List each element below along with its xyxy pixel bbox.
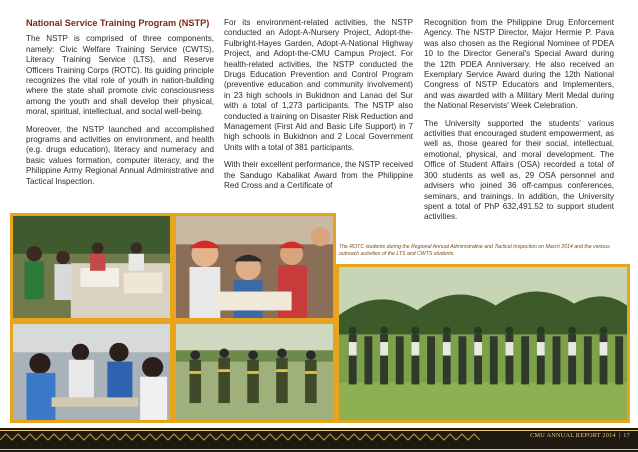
text-column-2	[224, 18, 413, 199]
photo-rotc-formation	[336, 264, 630, 423]
paragraph: For its environment-related activities, the NSTP conducted an Adopt-A-Nursery Project, Adopt-the-Fulbright-Hayes Garden, Adopt-A-National Highway Project, and Adopt-the-CMU Campus Project. For health-related activities, the NSTP conducted the Drugs Education Prevention and Control Program (preventive education and community involvement) in 23 high schools in Bukidnon and Lanao del Sur with a total of 1,273 participants. The NSTP also conducted a training on Disaster Risk Reduction and Management (First Aid and Basic Life Support) in 7 high schools in Bukidnon and 2 Local Government Units with a total of 381 participants.	[224, 18, 413, 152]
photo-caption: The ROTC students during the Regional Annual Administrative and Tactical Inspection on March 2014 and the various outreach activities of the LTS and CWTS students.	[339, 244, 610, 257]
page-number: 17	[623, 432, 630, 439]
paragraph: Recognition from the Philippine Drug Enforcement Agency. The NSTP Director, Major Hermie P. Pava was also chosen as the Regional Nominee of PDEA 10 to the Director General's Special Award during the 12th PDEA Anniversary. He also received an Exemplary Service Award during the 12th National Congress of NSTP Educators and Implementers, and was awarded with a Military Merit Medal during the National Reservists' Week Celebration.	[424, 18, 614, 111]
page-footer: CMU ANNUAL REPORT 2014 | 17	[530, 432, 630, 439]
text-column-3	[424, 18, 614, 230]
paragraph: The NSTP is comprised of three components, namely: Civic Welfare Training Service (CWTS), Literacy Training Service (LTS), and Reserve Officers Training Corps (ROTC). Its guiding principle recognizes the vital role of youth in nation-building where the state shall promote civic consciousness among the youth and shall develop their physical, moral, spiritual, intellectual, and social well-being.	[26, 34, 214, 117]
text-column-1	[26, 18, 214, 194]
paragraph: The University supported the students' various activities that encouraged student empowerment, as well as, those geared for their social, intellectual, emotional, physical, and moral development. The Office of Student Affairs (OSA) recorded a total of 300 students as well as, 29 OSA personnel and advisers who joined 36 off-campus conferences, seminars, and trainings. In addition, the University spent a total of PhP 632,491.52 to support student activities.	[424, 118, 614, 222]
photo-cadets-marching	[173, 321, 336, 423]
paragraph: With their excellent performance, the NSTP received the Sandugo Kabalikat Award from the Philippine Red Cross and a Certificate of	[224, 160, 413, 191]
photo-children-reading	[173, 213, 336, 321]
report-name: CMU ANNUAL REPORT 2014	[530, 432, 616, 439]
paragraph: Moreover, the NSTP launched and accomplished programs and activities on environment, and health (e.g. drugs education), literacy and numeracy and basic values formation, computer literacy, and the Philippine Army Regional Annual Administrative and Tactical Inspection.	[26, 124, 214, 186]
section-heading: National Service Training Program (NSTP)	[26, 18, 210, 28]
photo-students-blue-shirts	[10, 321, 173, 423]
photo-students-tables	[10, 213, 173, 321]
